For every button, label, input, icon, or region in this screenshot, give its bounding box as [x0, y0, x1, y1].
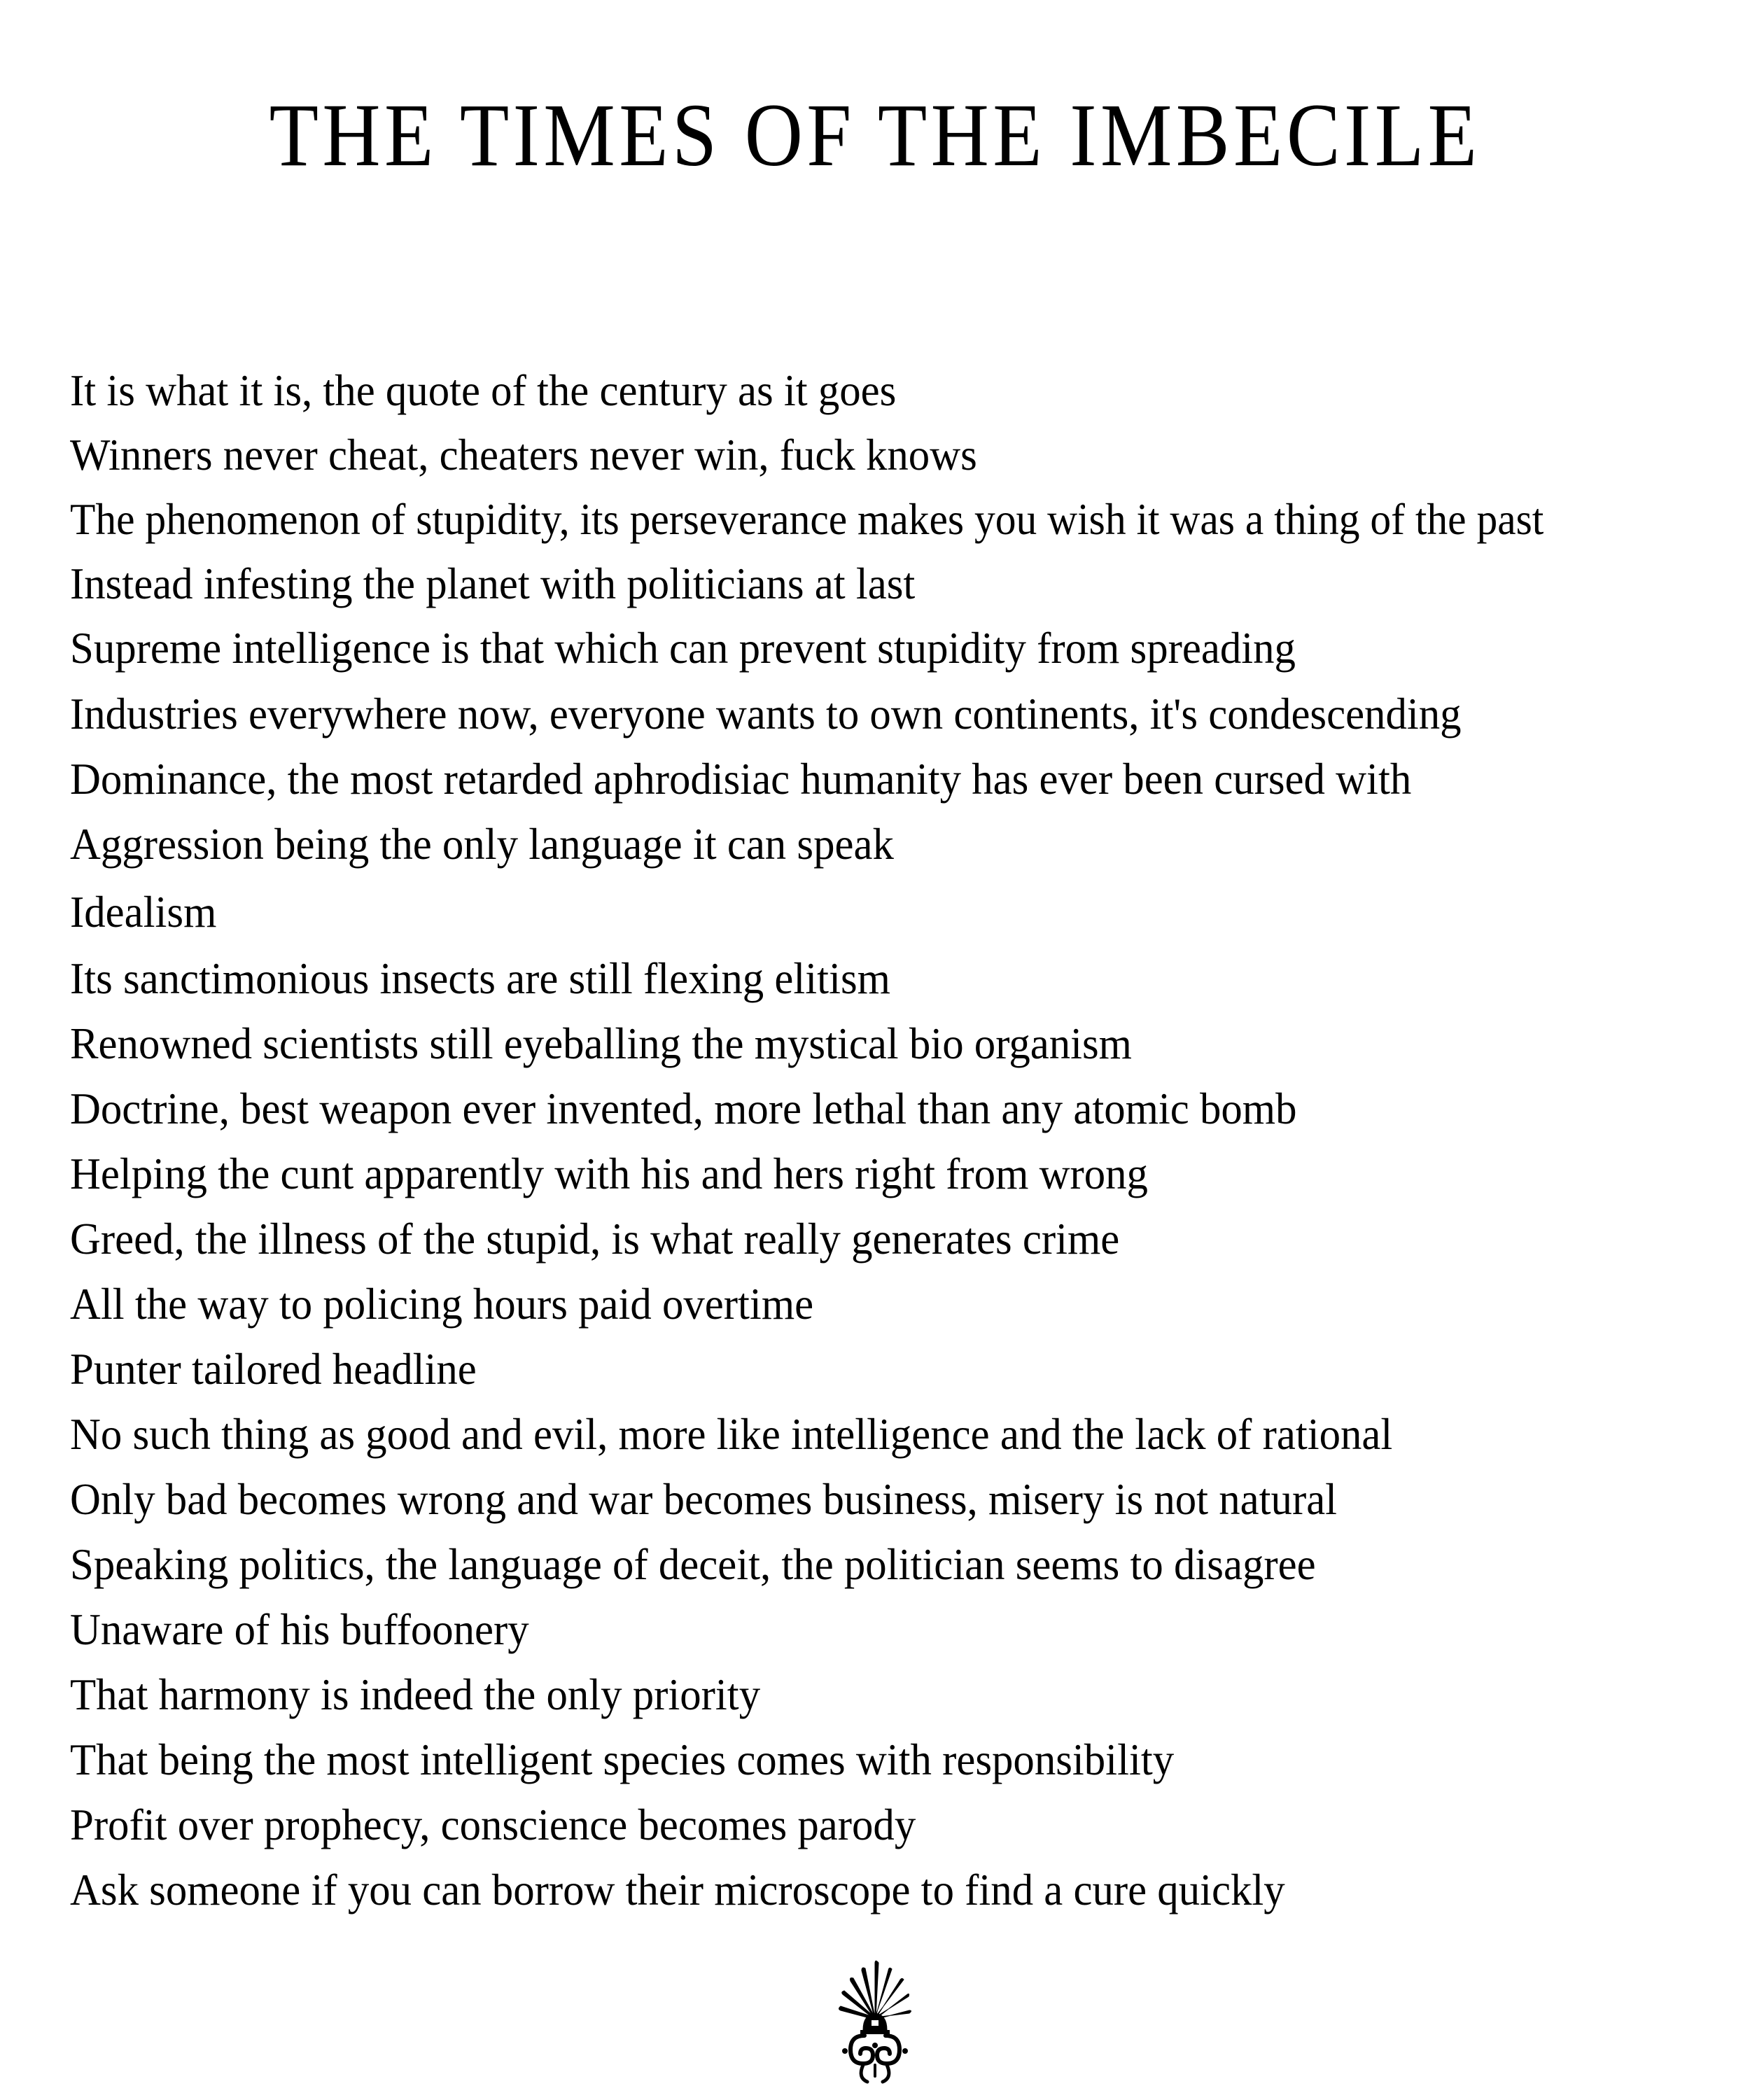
poem-title: THE TIMES OF THE IMBECILE	[269, 85, 1481, 185]
poem-line: That harmony is indeed the only priority	[70, 1670, 761, 1719]
poem-line: Only bad becomes wrong and war becomes business, misery is not natural	[70, 1474, 1338, 1524]
poem-line: Instead infesting the planet with politicians at last	[70, 559, 916, 608]
poem-line: Profit over prophecy, conscience becomes parody	[70, 1800, 916, 1849]
poem-line: Dominance, the most retarded aphrodisiac humanity has ever been cursed with	[70, 754, 1412, 804]
poem-line: The phenomenon of stupidity, its perseverance makes you wish it was a thing of the past	[70, 494, 1544, 544]
palmette-ornament-icon	[836, 1953, 913, 2086]
poem-line: Doctrine, best weapon ever invented, more lethal than any atomic bomb	[70, 1084, 1297, 1133]
poem-line: All the way to policing hours paid overtime	[70, 1279, 814, 1329]
poem-line: Aggression being the only language it can speak	[70, 819, 894, 869]
poem-line: Helping the cunt apparently with his and hers right from wrong	[70, 1149, 1148, 1198]
poem-line: It is what it is, the quote of the century as it goes	[70, 365, 897, 415]
poem-line: Industries everywhere now, everyone wants to own continents, it's condescending	[70, 689, 1462, 738]
poem-line: Greed, the illness of the stupid, is what really generates crime	[70, 1214, 1120, 1264]
poem-line: Ask someone if you can borrow their microscope to find a cure quickly	[70, 1865, 1285, 1914]
poem-line: No such thing as good and evil, more like intelligence and the lack of rational	[70, 1409, 1393, 1459]
poem-line: Renowned scientists still eyeballing the mystical bio organism	[70, 1018, 1132, 1068]
poem-line: Punter tailored headline	[70, 1344, 477, 1394]
poem-line: Its sanctimonious insects are still flexing elitism	[70, 953, 890, 1003]
poem-line: Winners never cheat, cheaters never win, fuck knows	[70, 430, 977, 479]
poem-line: Unaware of his buffoonery	[70, 1604, 529, 1654]
poem-line: Supreme intelligence is that which can prevent stupidity from spreading	[70, 623, 1296, 673]
poem-line: Speaking politics, the language of deceit, the politician seems to disagree	[70, 1539, 1316, 1589]
poem-line: That being the most intelligent species comes with responsibility	[70, 1735, 1175, 1784]
poem-line: Idealism	[70, 887, 217, 937]
